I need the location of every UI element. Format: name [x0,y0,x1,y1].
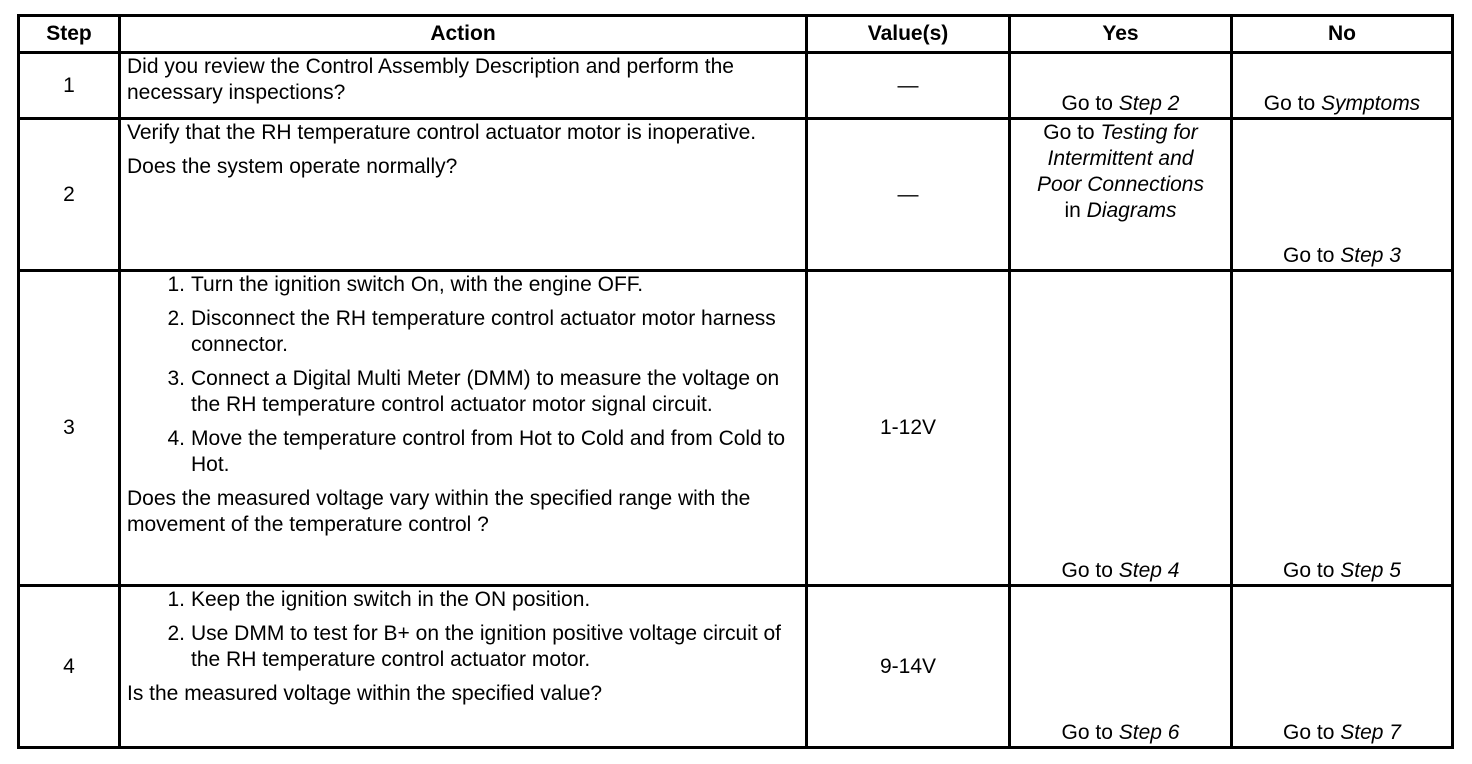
substep-text: Move the temperature control from Hot to Cold and from Cold to Hot. [191,427,786,476]
action-cell [120,586,807,748]
no-prefix: Go to [1283,721,1341,744]
no-prefix: Go to [1283,244,1341,267]
substep-number: 1. [167,588,185,611]
action-question: Does the measured voltage vary within the specified range with the movement of the temperature control ? [127,487,751,536]
header-no: No [1232,16,1453,53]
yes-in: in [1064,199,1087,222]
yes-cell [1010,53,1232,119]
no-cell [1232,119,1453,271]
header-row [19,16,1453,53]
no-target: Symptoms [1321,92,1421,115]
no-target: Step 3 [1340,244,1401,267]
substep-item [127,621,799,673]
step-number: 1 [19,53,120,119]
value-cell: — [807,119,1010,271]
action-question: Is the measured voltage within the specified value? [127,682,603,705]
header-action: Action [120,16,807,53]
action-question: Does the system operate normally? [127,155,458,178]
yes-line-1 [1017,120,1224,146]
no-cell [1232,271,1453,586]
yes-target-2: Intermittent and [1047,147,1194,170]
yes-prefix: Go to [1061,721,1119,744]
yes-cell [1010,586,1232,748]
no-target: Step 7 [1340,721,1401,744]
value-cell: 1-12V [807,271,1010,586]
value-cell: — [807,53,1010,119]
substep-item [127,426,799,478]
yes-prefix: Go to [1061,92,1119,115]
substep-item [127,272,799,298]
substep-text: Disconnect the RH temperature control actuator motor harness connector. [191,307,776,356]
no-cell [1232,53,1453,119]
substep-number: 2. [167,307,185,330]
yes-cell [1010,271,1232,586]
yes-target-4: Diagrams [1086,199,1177,222]
no-target: Step 5 [1340,559,1401,582]
action-cell [120,119,807,271]
substep-text: Keep the ignition switch in the ON position. [191,588,591,611]
no-prefix: Go to [1283,559,1341,582]
substep-list [127,272,799,478]
yes-prefix: Go to [1043,121,1101,144]
yes-target: Step 6 [1118,721,1180,744]
yes-line-4 [1017,198,1224,224]
header-step: Step [19,16,120,53]
action-cell [120,271,807,586]
step-number: 4 [19,586,120,748]
table-row [19,586,1453,748]
action-cell [120,53,807,119]
yes-target-3: Poor Connections [1037,173,1204,196]
action-instruction: Verify that the RH temperature control actuator motor is inoperative. [127,121,757,144]
yes-prefix: Go to [1061,559,1119,582]
header-values: Value(s) [807,16,1010,53]
yes-cell [1010,119,1232,271]
substep-item [127,587,799,613]
substep-text: Turn the ignition switch On, with the engine OFF. [191,273,644,296]
header-yes: Yes [1010,16,1232,53]
action-question: Did you review the Control Assembly Description and perform the necessary inspections? [127,55,734,104]
no-cell [1232,586,1453,748]
substep-item [127,306,799,358]
step-number: 2 [19,119,120,271]
step-number: 3 [19,271,120,586]
diagnostic-table [17,14,1454,749]
substep-text: Connect a Digital Multi Meter (DMM) to measure the voltage on the RH temperature control actuator motor signal circuit. [191,367,780,416]
substep-list [127,587,799,673]
no-prefix: Go to [1263,92,1321,115]
value-cell: 9-14V [807,586,1010,748]
table-row [19,119,1453,271]
yes-target-1: Testing for [1100,121,1198,144]
substep-number: 4. [167,427,185,450]
substep-number: 2. [167,622,185,645]
substep-item [127,366,799,418]
substep-number: 3. [167,367,185,390]
substep-number: 1. [167,273,185,296]
yes-target: Step 4 [1118,559,1180,582]
table-row [19,53,1453,119]
table-row [19,271,1453,586]
yes-target: Step 2 [1118,92,1180,115]
substep-text: Use DMM to test for B+ on the ignition positive voltage circuit of the RH temperature control actuator motor. [191,622,782,671]
